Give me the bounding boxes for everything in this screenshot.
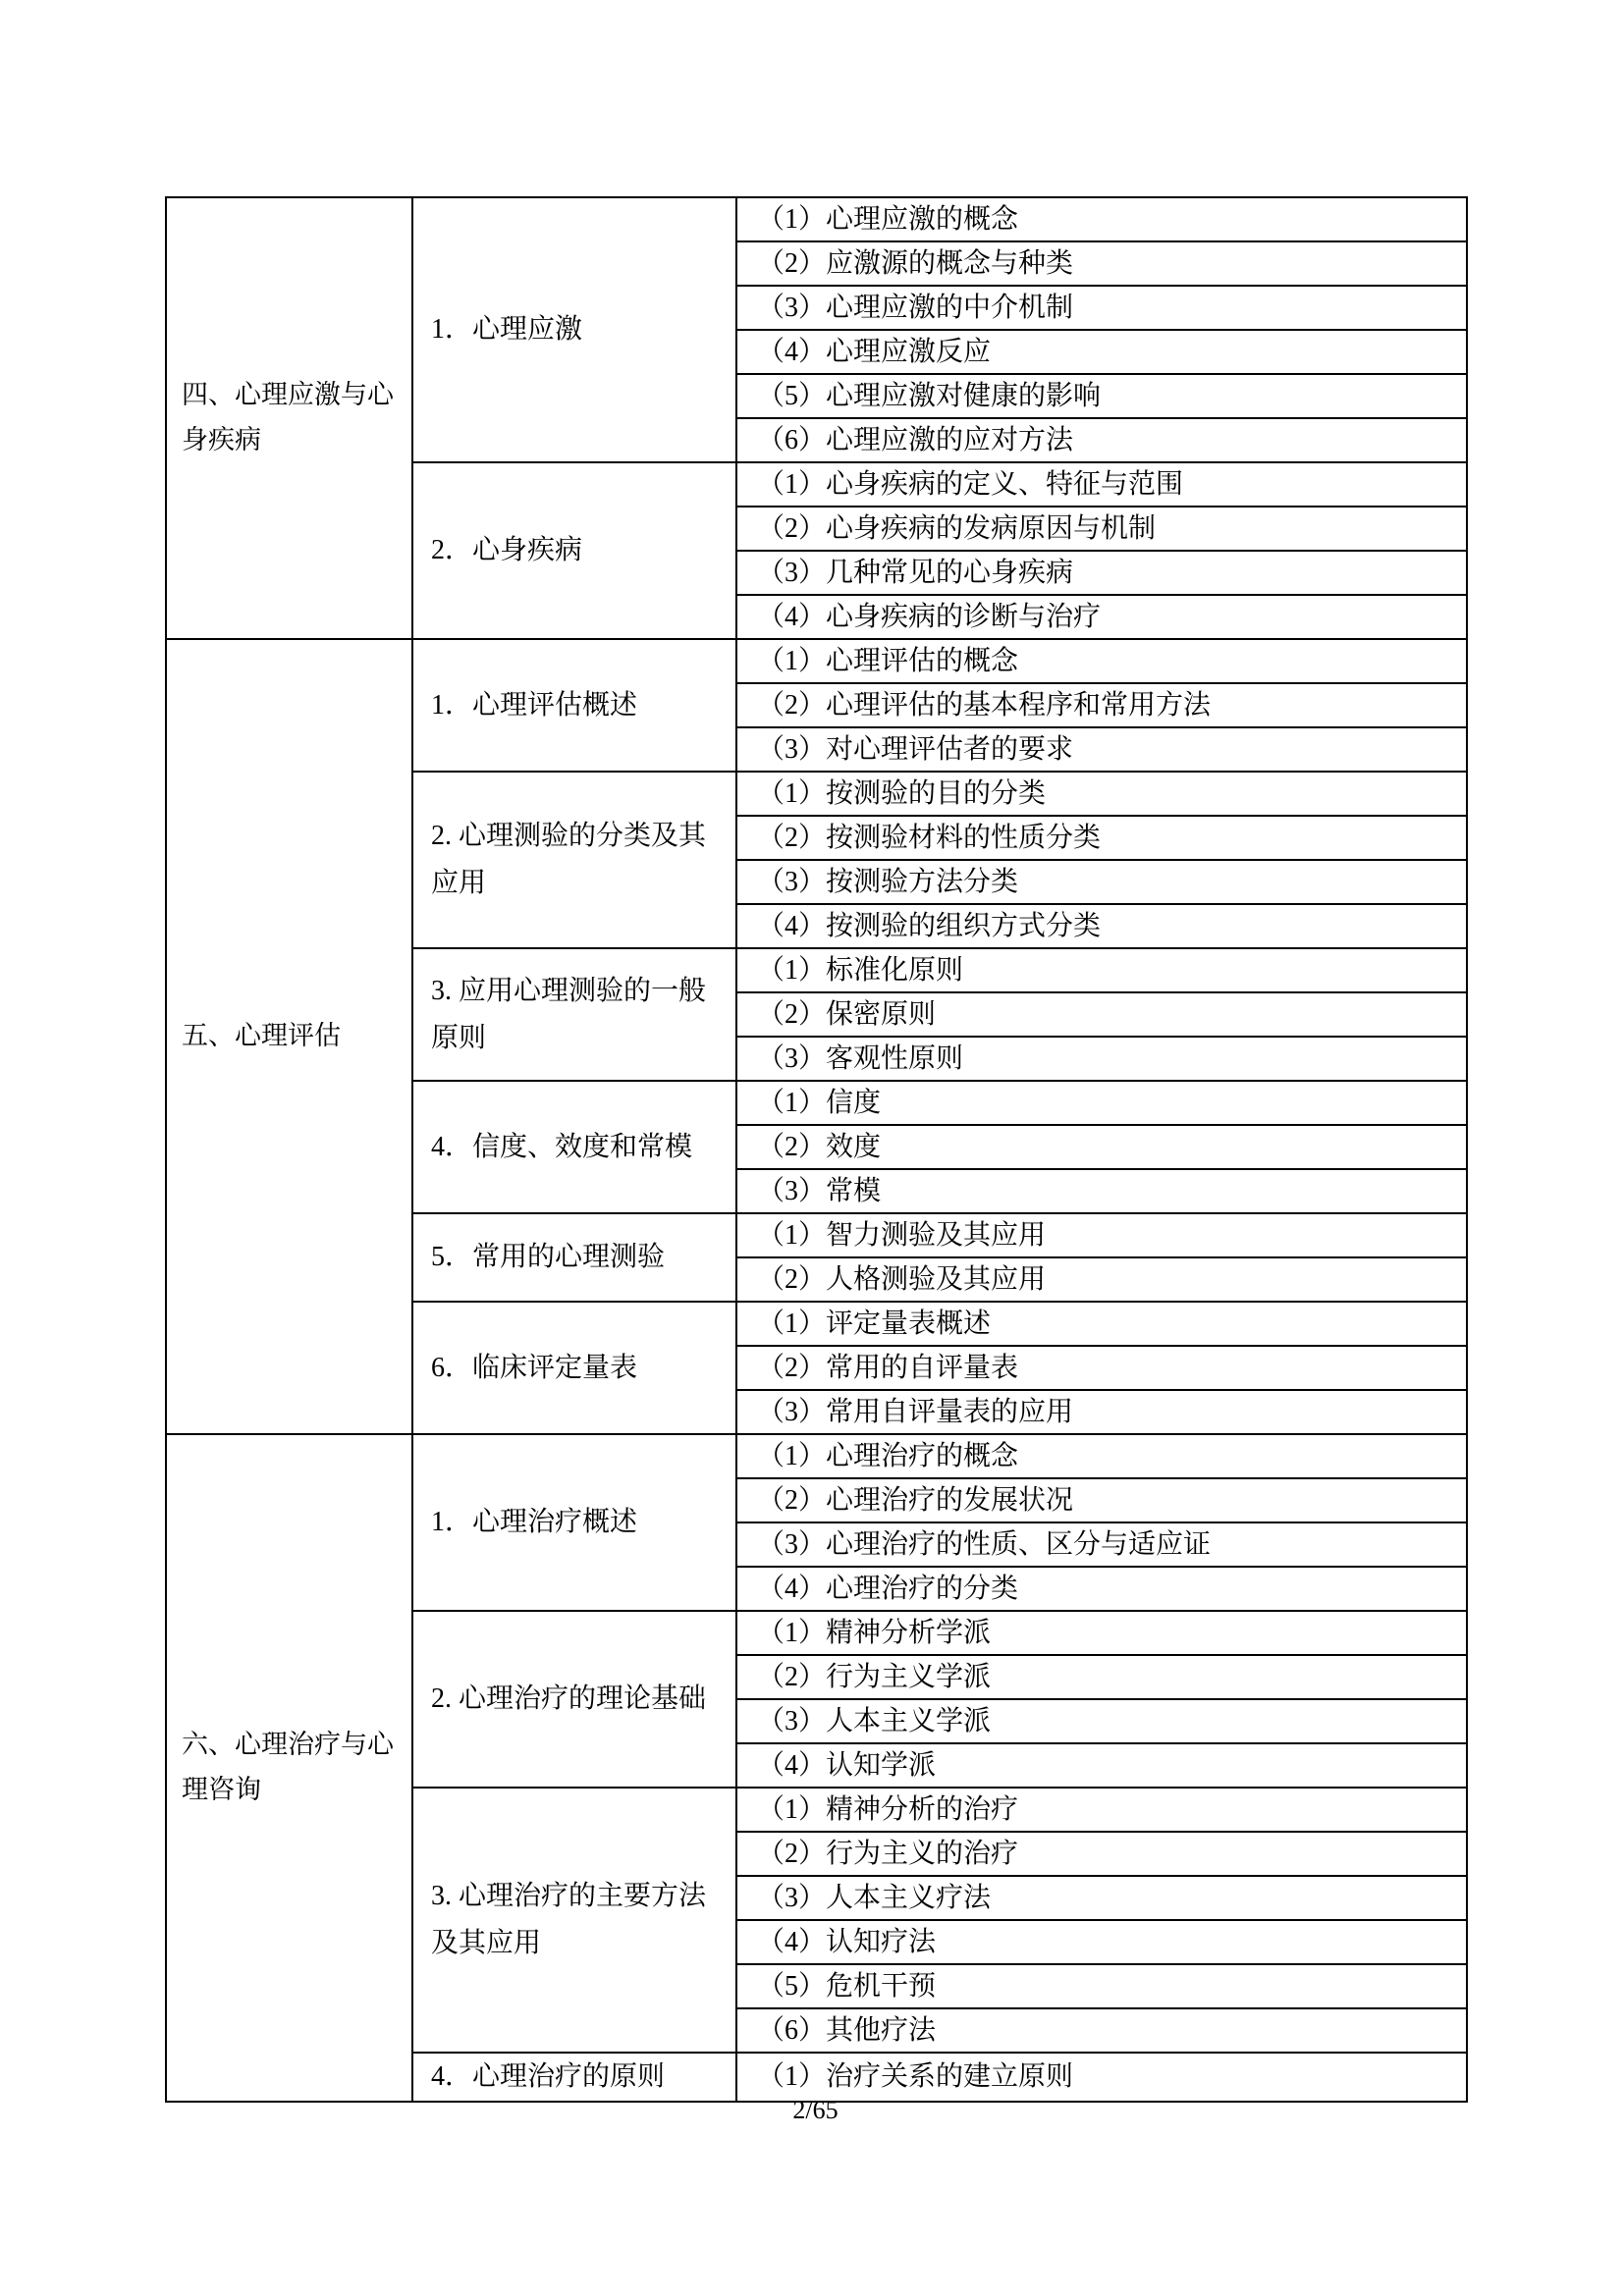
item-cell: （2）应激源的概念与种类: [736, 241, 1467, 286]
item-cell: （3）按测验方法分类: [736, 860, 1467, 904]
syllabus-table-body: [166, 197, 1467, 2102]
page-number: 2/65: [792, 2096, 839, 2124]
item-cell: （1）评定量表概述: [736, 1302, 1467, 1346]
item-cell: （5）心理应激对健康的影响: [736, 374, 1467, 418]
item-cell: （1）精神分析的治疗: [736, 1788, 1467, 1832]
table-row: [166, 639, 1467, 683]
item-cell: （2）按测验材料的性质分类: [736, 816, 1467, 860]
item-cell: （1）治疗关系的建立原则: [736, 2053, 1467, 2102]
item-cell: （1）按测验的目的分类: [736, 772, 1467, 816]
item-cell: （3）常用自评量表的应用: [736, 1390, 1467, 1434]
item-cell: （4）认知疗法: [736, 1920, 1467, 1964]
item-cell: （4）心理治疗的分类: [736, 1567, 1467, 1611]
item-cell: （2）心理治疗的发展状况: [736, 1478, 1467, 1522]
table-row: [166, 197, 1467, 241]
section-title-cell: 四、心理应激与心身疾病: [166, 197, 412, 639]
subsection-title-cell: 3. 心理治疗的主要方法及其应用: [412, 1788, 736, 2053]
subsection-title-cell: 1．心理评估概述: [412, 639, 736, 772]
item-cell: （3）心理应激的中介机制: [736, 286, 1467, 330]
item-cell: （1）精神分析学派: [736, 1611, 1467, 1655]
section-title-cell: 五、心理评估: [166, 639, 412, 1434]
subsection-title-cell: 1．心理应激: [412, 197, 736, 462]
item-cell: （2）人格测验及其应用: [736, 1257, 1467, 1302]
item-cell: （5）危机干预: [736, 1964, 1467, 2008]
item-cell: （3）几种常见的心身疾病: [736, 551, 1467, 595]
item-cell: （1）心理治疗的概念: [736, 1434, 1467, 1478]
subsection-title-cell: 4．信度、效度和常模: [412, 1081, 736, 1213]
subsection-title-cell: 2. 心理测验的分类及其应用: [412, 772, 736, 948]
item-cell: （1）心理应激的概念: [736, 197, 1467, 241]
item-cell: （4）心理应激反应: [736, 330, 1467, 374]
item-cell: （1）心身疾病的定义、特征与范围: [736, 462, 1467, 507]
subsection-title-cell: 6．临床评定量表: [412, 1302, 736, 1434]
item-cell: （2）心身疾病的发病原因与机制: [736, 507, 1467, 551]
item-cell: （2）行为主义学派: [736, 1655, 1467, 1699]
item-cell: （2）效度: [736, 1125, 1467, 1169]
item-cell: （4）心身疾病的诊断与治疗: [736, 595, 1467, 639]
item-cell: （1）标准化原则: [736, 948, 1467, 992]
item-cell: （3）客观性原则: [736, 1037, 1467, 1081]
item-cell: （3）对心理评估者的要求: [736, 727, 1467, 772]
item-cell: （4）按测验的组织方式分类: [736, 904, 1467, 948]
item-cell: （2）心理评估的基本程序和常用方法: [736, 683, 1467, 727]
subsection-title-cell: 3. 应用心理测验的一般原则: [412, 948, 736, 1081]
item-cell: （6）其他疗法: [736, 2008, 1467, 2053]
item-cell: （1）心理评估的概念: [736, 639, 1467, 683]
syllabus-table: [165, 196, 1468, 2103]
item-cell: （1）智力测验及其应用: [736, 1213, 1467, 1257]
item-cell: （2）常用的自评量表: [736, 1346, 1467, 1390]
item-cell: （6）心理应激的应对方法: [736, 418, 1467, 462]
item-cell: （1）信度: [736, 1081, 1467, 1125]
subsection-title-cell: 1．心理治疗概述: [412, 1434, 736, 1611]
item-cell: （4）认知学派: [736, 1743, 1467, 1788]
item-cell: （3）常模: [736, 1169, 1467, 1213]
item-cell: （2）保密原则: [736, 992, 1467, 1037]
subsection-title-cell: 2．心身疾病: [412, 462, 736, 639]
subsection-title-cell: 2. 心理治疗的理论基础: [412, 1611, 736, 1788]
table-row: [166, 1434, 1467, 1478]
section-title-cell: 六、心理治疗与心理咨询: [166, 1434, 412, 2102]
item-cell: （3）人本主义疗法: [736, 1876, 1467, 1920]
item-cell: （2）行为主义的治疗: [736, 1832, 1467, 1876]
subsection-title-cell: 4．心理治疗的原则: [412, 2053, 736, 2102]
subsection-title-cell: 5．常用的心理测验: [412, 1213, 736, 1302]
item-cell: （3）心理治疗的性质、区分与适应证: [736, 1522, 1467, 1567]
item-cell: （3）人本主义学派: [736, 1699, 1467, 1743]
